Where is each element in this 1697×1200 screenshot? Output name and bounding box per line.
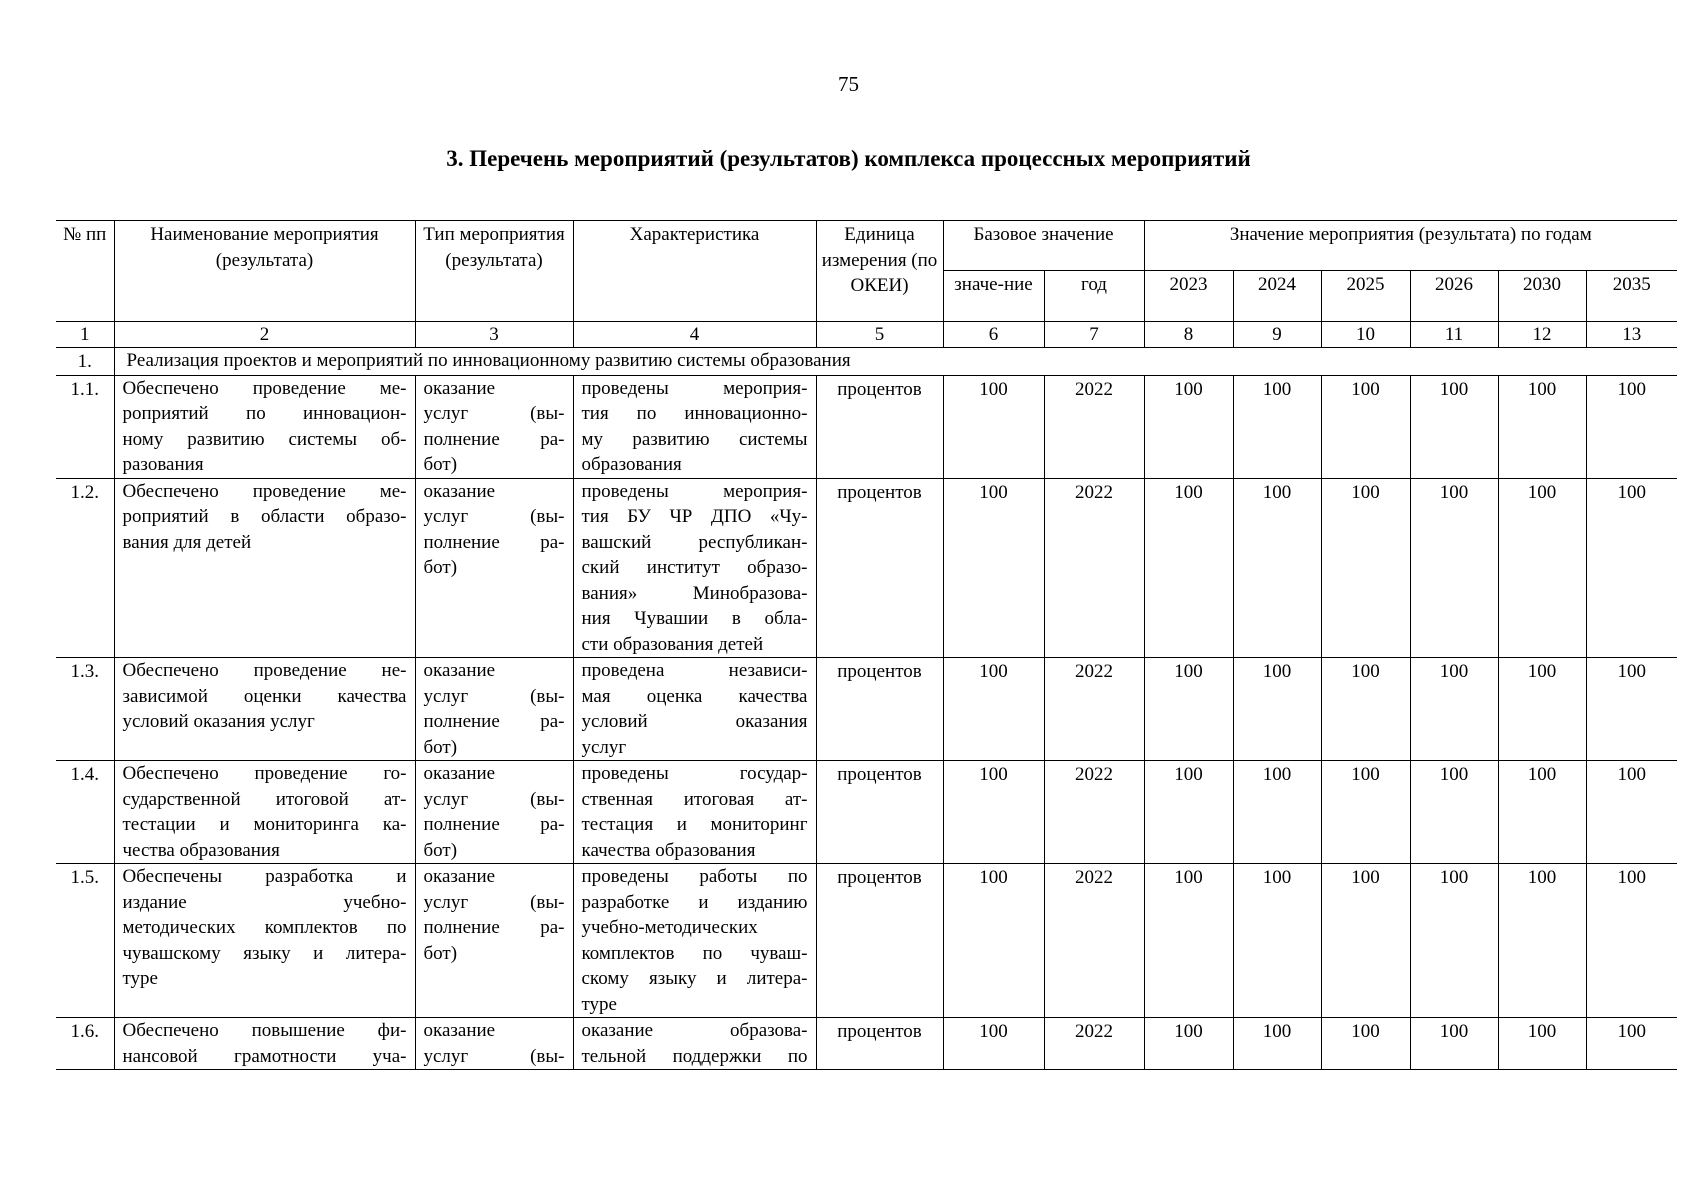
- row-characteristic: проведены государ- ственная итоговая ат- тестация и мониторинг качества образования: [573, 761, 816, 864]
- row-num: 1.2.: [56, 478, 114, 658]
- row-name: Обеспечено повышение фи- нансовой грамотности уча-: [114, 1018, 415, 1070]
- measures-table: [56, 220, 1677, 1070]
- row-year-value: 100: [1498, 478, 1586, 658]
- row-year-value: 100: [1321, 864, 1410, 1018]
- column-number: 13: [1586, 322, 1677, 348]
- row-year-value: 100: [1586, 864, 1677, 1018]
- row-num: 1.6.: [56, 1018, 114, 1070]
- header-years-group: Значение мероприятия (результата) по годам: [1144, 221, 1677, 271]
- header-num: № пп: [56, 221, 114, 322]
- row-year-value: 100: [1586, 658, 1677, 761]
- column-number: 7: [1044, 322, 1144, 348]
- column-number: 3: [415, 322, 573, 348]
- row-year-value: 100: [1410, 864, 1498, 1018]
- row-year-value: 100: [1586, 1018, 1677, 1070]
- header-year: 2035: [1586, 271, 1677, 322]
- row-base-year: 2022: [1044, 761, 1144, 864]
- row-base-value: 100: [943, 478, 1044, 658]
- header-year: 2024: [1233, 271, 1321, 322]
- row-year-value: 100: [1321, 1018, 1410, 1070]
- header-type: Тип мероприятия (результата): [415, 221, 573, 322]
- column-number: 8: [1144, 322, 1233, 348]
- column-number: 11: [1410, 322, 1498, 348]
- row-type: оказание услуг (вы- полнение ра- бот): [415, 478, 573, 658]
- column-number: 9: [1233, 322, 1321, 348]
- row-name: Обеспечено проведение го- сударственной итоговой ат- тестации и мониторинга ка- чества образования: [114, 761, 415, 864]
- row-base-year: 2022: [1044, 864, 1144, 1018]
- row-year-value: 100: [1498, 1018, 1586, 1070]
- row-base-year: 2022: [1044, 1018, 1144, 1070]
- table-row: [56, 478, 1677, 658]
- section-title: Реализация проектов и мероприятий по инновационному развитию системы образования: [114, 348, 1677, 376]
- row-year-value: 100: [1144, 864, 1233, 1018]
- row-type: оказание услуг (вы-: [415, 1018, 573, 1070]
- row-year-value: 100: [1233, 864, 1321, 1018]
- row-num: 1.5.: [56, 864, 114, 1018]
- column-number: 5: [816, 322, 943, 348]
- row-num: 1.3.: [56, 658, 114, 761]
- row-type: оказание услуг (вы- полнение ра- бот): [415, 761, 573, 864]
- table-header-row: [56, 221, 1677, 271]
- row-year-value: 100: [1321, 658, 1410, 761]
- row-year-value: 100: [1144, 375, 1233, 478]
- row-year-value: 100: [1233, 1018, 1321, 1070]
- table-row: [56, 658, 1677, 761]
- row-characteristic: проведены мероприя- тия БУ ЧР ДПО «Чу- вашский республикан- ский институт образо- вания» Минобразова- ния Чувашии в обла- сти образования детей: [573, 478, 816, 658]
- row-base-value: 100: [943, 864, 1044, 1018]
- row-base-value: 100: [943, 761, 1044, 864]
- row-year-value: 100: [1233, 375, 1321, 478]
- row-year-value: 100: [1233, 658, 1321, 761]
- row-year-value: 100: [1410, 658, 1498, 761]
- table-row: [56, 1018, 1677, 1070]
- row-type: оказание услуг (вы- полнение ра- бот): [415, 864, 573, 1018]
- table-row: [56, 375, 1677, 478]
- row-year-value: 100: [1321, 375, 1410, 478]
- header-year: 2023: [1144, 271, 1233, 322]
- header-unit: Единица измерения (по ОКЕИ): [816, 221, 943, 322]
- row-name: Обеспечены разработка и издание учебно- методических комплектов по чувашскому языку и литера- туре: [114, 864, 415, 1018]
- page-number: 75: [838, 72, 859, 96]
- header-year: 2030: [1498, 271, 1586, 322]
- column-numbers-row: [56, 322, 1677, 348]
- row-unit: процентов: [816, 761, 943, 864]
- header-year: 2026: [1410, 271, 1498, 322]
- row-type: оказание услуг (вы- полнение ра- бот): [415, 658, 573, 761]
- column-number: 4: [573, 322, 816, 348]
- row-year-value: 100: [1321, 478, 1410, 658]
- column-number: 12: [1498, 322, 1586, 348]
- row-type: оказание услуг (вы- полнение ра- бот): [415, 375, 573, 478]
- row-base-value: 100: [943, 658, 1044, 761]
- row-base-value: 100: [943, 1018, 1044, 1070]
- row-year-value: 100: [1498, 658, 1586, 761]
- header-base-group: Базовое значение: [943, 221, 1144, 271]
- row-year-value: 100: [1144, 658, 1233, 761]
- header-year: 2025: [1321, 271, 1410, 322]
- row-num: 1.4.: [56, 761, 114, 864]
- row-name: Обеспечено проведение ме- роприятий по инновацион- ному развитию системы об- разования: [114, 375, 415, 478]
- row-year-value: 100: [1233, 761, 1321, 864]
- column-number: 1: [56, 322, 114, 348]
- row-year-value: 100: [1233, 478, 1321, 658]
- row-year-value: 100: [1410, 761, 1498, 864]
- row-year-value: 100: [1410, 1018, 1498, 1070]
- header-characteristic: Характеристика: [573, 221, 816, 322]
- row-year-value: 100: [1498, 375, 1586, 478]
- row-unit: процентов: [816, 375, 943, 478]
- section-row: [56, 348, 1677, 376]
- table-row: [56, 864, 1677, 1018]
- row-year-value: 100: [1144, 1018, 1233, 1070]
- column-number: 10: [1321, 322, 1410, 348]
- row-base-year: 2022: [1044, 375, 1144, 478]
- column-number: 2: [114, 322, 415, 348]
- row-unit: процентов: [816, 864, 943, 1018]
- row-name: Обеспечено проведение не- зависимой оценки качества условий оказания услуг: [114, 658, 415, 761]
- row-year-value: 100: [1586, 375, 1677, 478]
- row-base-year: 2022: [1044, 478, 1144, 658]
- row-unit: процентов: [816, 1018, 943, 1070]
- row-year-value: 100: [1144, 478, 1233, 658]
- row-year-value: 100: [1410, 375, 1498, 478]
- row-name: Обеспечено проведение ме- роприятий в области образо- вания для детей: [114, 478, 415, 658]
- row-num: 1.1.: [56, 375, 114, 478]
- row-characteristic: проведены мероприя- тия по инновационно- му развитию системы образования: [573, 375, 816, 478]
- row-year-value: 100: [1498, 761, 1586, 864]
- row-unit: процентов: [816, 478, 943, 658]
- column-number: 6: [943, 322, 1044, 348]
- table-row: [56, 761, 1677, 864]
- header-base-year: год: [1044, 271, 1144, 322]
- row-year-value: 100: [1586, 478, 1677, 658]
- row-base-value: 100: [943, 375, 1044, 478]
- row-base-year: 2022: [1044, 658, 1144, 761]
- section-num: 1.: [56, 348, 114, 376]
- row-year-value: 100: [1586, 761, 1677, 864]
- row-characteristic: проведены работы по разработке и изданию учебно-методических комплектов по чуваш- скому языку и литера- туре: [573, 864, 816, 1018]
- row-characteristic: проведена независи- мая оценка качества условий оказания услуг: [573, 658, 816, 761]
- row-year-value: 100: [1321, 761, 1410, 864]
- header-base-value: значе-ние: [943, 271, 1044, 322]
- header-name: Наименование мероприятия (результата): [114, 221, 415, 322]
- row-year-value: 100: [1498, 864, 1586, 1018]
- page-title: 3. Перечень мероприятий (результатов) комплекса процессных мероприятий: [446, 146, 1251, 171]
- row-unit: процентов: [816, 658, 943, 761]
- row-characteristic: оказание образова- тельной поддержки по: [573, 1018, 816, 1070]
- row-year-value: 100: [1410, 478, 1498, 658]
- row-year-value: 100: [1144, 761, 1233, 864]
